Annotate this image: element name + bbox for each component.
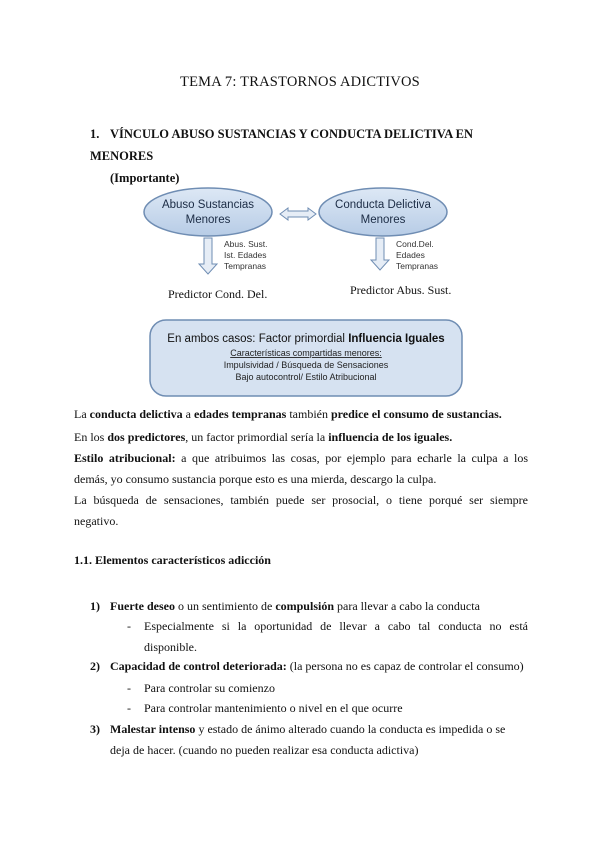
p1-c: a (182, 407, 194, 421)
right-arrow-label-1: Cond.Del. (396, 239, 434, 249)
left-arrow-label-3: Tempranas (224, 261, 267, 271)
factor-box-line2: Bajo autocontrol/ Estilo Atribucional (235, 372, 377, 382)
section-1-note: (Importante) (110, 171, 180, 185)
ellipse-conducta-line2: Menores (360, 214, 406, 226)
p2-c: , un factor primordial sería la (185, 430, 329, 444)
right-arrow-label-2: Edades (396, 250, 425, 260)
p1-b1: conducta delictiva (89, 407, 183, 421)
right-arrow-label-3: Tempranas (396, 261, 439, 271)
factor-box-title (167, 333, 444, 345)
sub-item-1 (127, 616, 528, 658)
list-item-3-number: 3) (90, 722, 100, 736)
list-item-2 (90, 656, 528, 677)
dash: - (127, 701, 131, 715)
left-arrow-label-1: Abus. Sust. (224, 239, 268, 249)
ellipse-abuso-line2: Menores (185, 214, 231, 226)
left-predictor: Predictor Cond. Del. (168, 287, 268, 301)
sub-item-2b (127, 698, 528, 719)
section-1-number: 1. (90, 127, 100, 141)
p1-a: La (74, 407, 90, 421)
sub-item-2b-text: Para controlar mantenimiento o nivel en el que ocurre (144, 701, 403, 715)
sub-item-2a-text: Para controlar su comienzo (144, 681, 275, 695)
factor-box-title-normal: En ambos casos: Factor primordial (167, 333, 345, 345)
list-item-3-text: y estado de ánimo alterado cuando la conducta es impedida o se (195, 722, 506, 736)
list-item-3-bold: Malestar intenso (110, 722, 196, 736)
p1-b2: edades tempranas (193, 407, 287, 421)
factor-box (150, 320, 462, 396)
sub-item-2a (127, 678, 528, 699)
p2-a: En los (74, 430, 108, 444)
section-1-heading (90, 123, 530, 189)
ellipse-conducta (319, 188, 447, 236)
list-item-1-text: o un sentimiento de (174, 599, 276, 613)
list-item-2-bold: Capacidad de control deteriorada: (110, 659, 287, 673)
dash: - (127, 681, 131, 695)
list-item-1-bold: Fuerte deseo (110, 599, 175, 613)
list-item-2-number: 2) (90, 659, 100, 673)
section-1-title: VÍNCULO ABUSO SUSTANCIAS Y CONDUCTA DELICTIVA EN MENORES (90, 127, 474, 163)
paragraph-3 (74, 448, 528, 490)
left-arrow-label-2: Ist. Edades (224, 250, 267, 260)
list-item-3 (90, 719, 528, 761)
factor-box-title-bold: Influencia Iguales (348, 333, 445, 345)
factor-box-line1: Impulsividad / Búsqueda de Sensaciones (223, 360, 389, 370)
p2-b1: dos predictores (107, 430, 186, 444)
p2-b2: influencia de los iguales. (328, 430, 453, 444)
ellipse-abuso (144, 188, 272, 236)
diagram (140, 186, 470, 400)
page-title: TEMA 7: TRASTORNOS ADICTIVOS (180, 74, 420, 90)
double-arrow-icon (280, 208, 316, 220)
list-item-3-text2: deja de hacer. (cuando no pueden realizar esa conducta adictiva) (110, 743, 419, 757)
ellipse-conducta-line1: Conducta Delictiva (335, 199, 431, 211)
dash: - (127, 619, 131, 633)
ellipse-abuso-line1: Abuso Sustancias (161, 199, 255, 211)
paragraph-4: La búsqueda de sensaciones, también puede ser prosocial, o tiene porqué ser siempre negativo. (74, 493, 528, 528)
list-item-1-bold2: compulsión (275, 599, 334, 613)
p1-b3: predice el consumo de sustancias. (330, 407, 502, 421)
p3-a: a que atribuimos las cosas, por ejemplo para echarle la culpa a los demás, yo consumo sustancia porque esto es una mierda, descargo la culpa. (74, 451, 528, 486)
right-predictor: Predictor Abus. Sust. (350, 283, 452, 297)
factor-box-subtitle: Características compartidas menores: (230, 348, 382, 358)
section-1-1-heading: 1.1. Elementos característicos adicción (74, 553, 271, 567)
list-item-1 (90, 596, 528, 617)
list-item-1-number: 1) (90, 599, 100, 613)
list-item-1-text2: para llevar a cabo la conducta (334, 599, 480, 613)
p3-b1: Estilo atribucional: (74, 451, 176, 465)
down-arrow-left-icon (199, 238, 217, 274)
p1-d: también (286, 407, 331, 421)
list-item-2-text: (la persona no es capaz de controlar el consumo) (286, 659, 524, 673)
paragraph-2 (74, 427, 528, 448)
sub-item-1-text: Especialmente si la oportunidad de llevar a cabo tal conducta no está disponible. (144, 619, 528, 654)
down-arrow-right-icon (371, 238, 389, 270)
paragraph-1 (74, 404, 528, 425)
